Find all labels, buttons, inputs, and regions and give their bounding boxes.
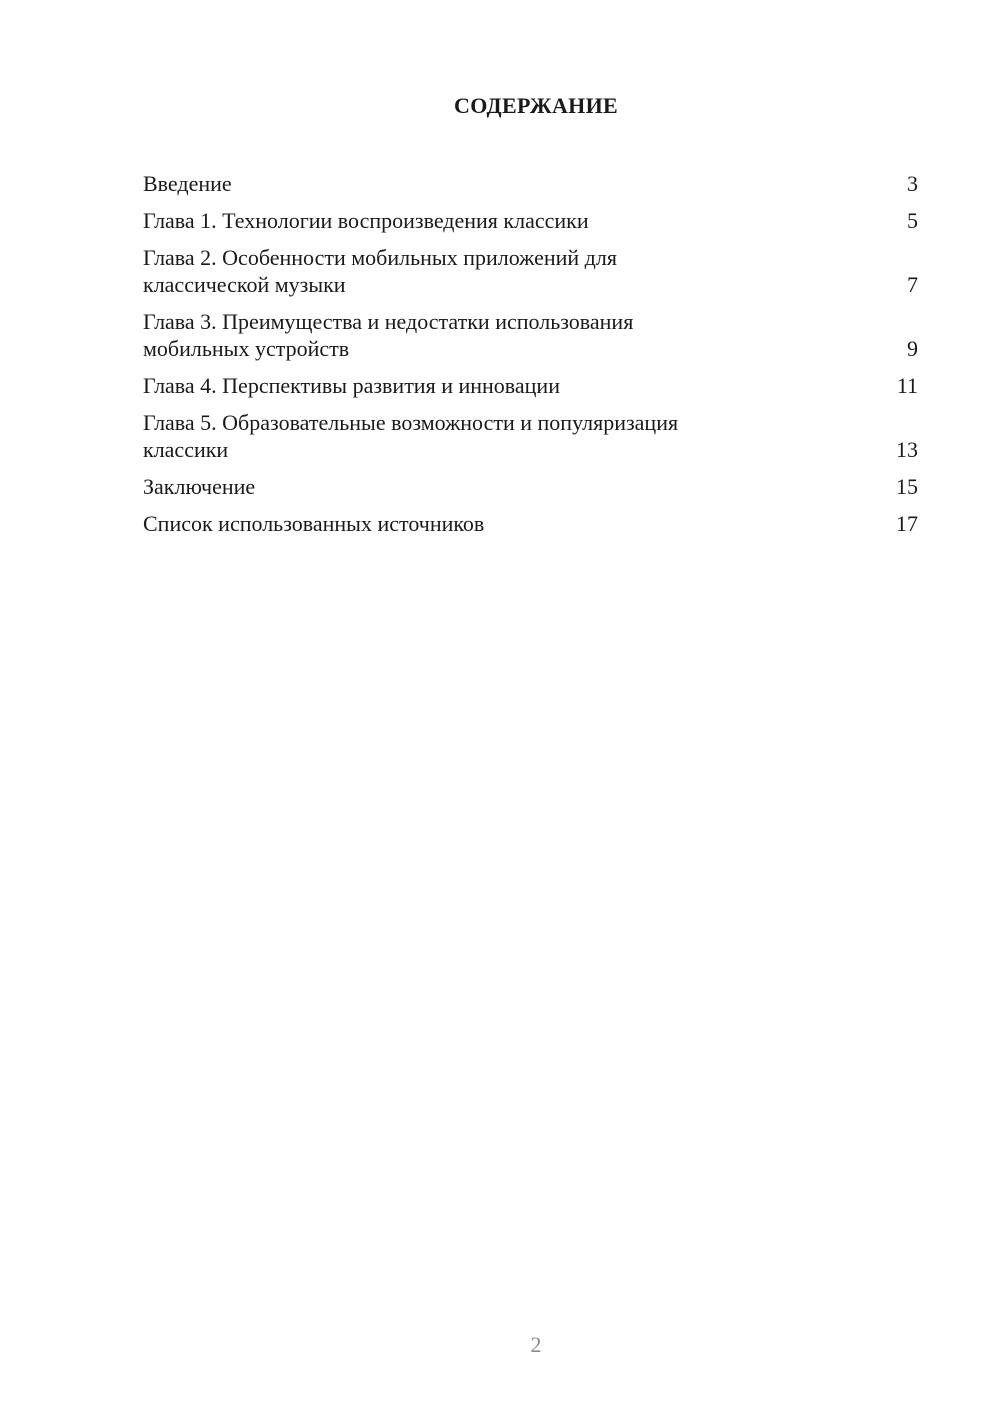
toc-entry-page: 9 [907,336,918,361]
toc-entry-title: Глава 4. Перспективы развития и инновации [143,373,560,398]
toc-entry-page: 15 [896,474,918,499]
toc-entry-page: 11 [896,373,918,398]
toc-entry-title: Глава 2. Особенности мобильных приложений для классической музыки [143,245,617,297]
toc-entry-chapter-3 [143,308,918,362]
toc-entry-page: 3 [907,171,918,196]
toc-entry-page: 17 [896,511,918,536]
table-of-contents [143,170,918,547]
page-number: 2 [530,1332,542,1357]
toc-entry-chapter-1 [143,207,918,234]
page-title: СОДЕРЖАНИЕ [454,93,618,118]
toc-entry-title: Заключение [143,474,256,499]
toc-entry-introduction [143,170,918,197]
toc-entry-title: Введение [143,171,232,196]
toc-entry-page: 13 [896,437,918,462]
toc-entry-page: 5 [907,208,918,233]
toc-entry-conclusion [143,473,918,500]
toc-entry-page: 7 [907,272,918,297]
toc-entry-chapter-2 [143,244,918,298]
toc-entry-title: Глава 5. Образовательные возможности и популяризация классики [143,410,679,462]
toc-entry-title: Список использованных источников [143,511,485,536]
toc-entry-title: Глава 1. Технологии воспроизведения классики [143,208,589,233]
toc-entry-references [143,510,918,537]
toc-entry-chapter-4 [143,372,918,399]
toc-entry-chapter-5 [143,409,918,463]
toc-entry-title: Глава 3. Преимущества и недостатки использования мобильных устройств [143,309,634,361]
